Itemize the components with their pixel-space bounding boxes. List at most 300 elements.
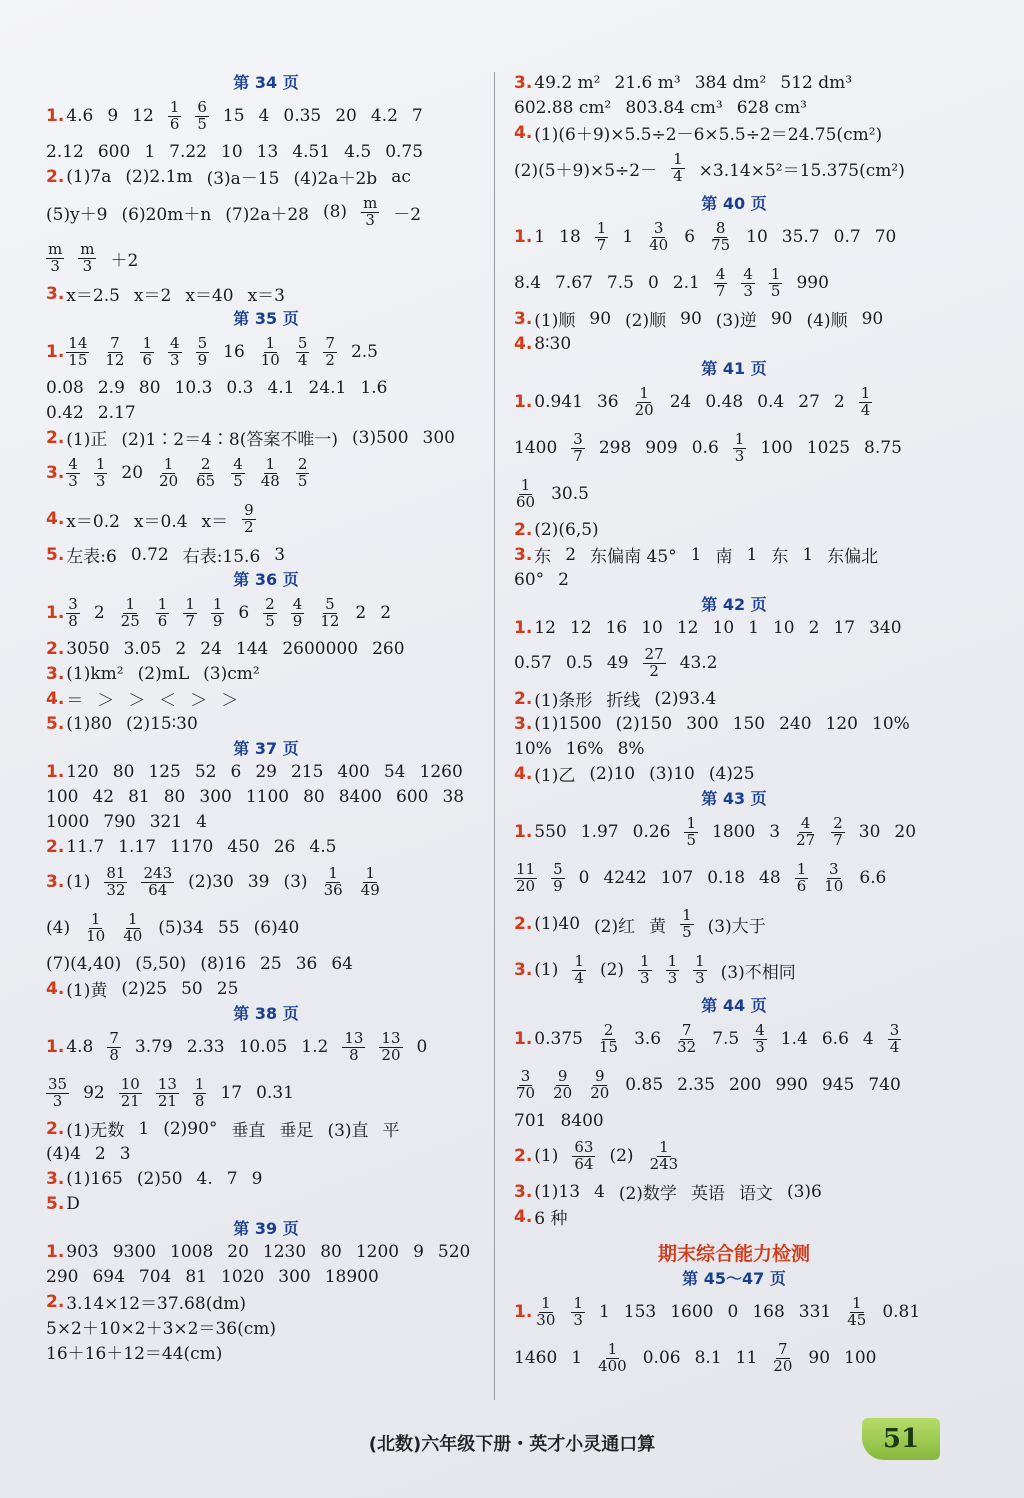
numerator: 4 bbox=[715, 264, 726, 283]
answer-value: 0 bbox=[416, 1037, 428, 1057]
answer-value: (2)93.4 bbox=[654, 688, 717, 709]
answer-line bbox=[514, 567, 954, 592]
answer-line bbox=[514, 70, 954, 95]
answer-value: 1 bbox=[534, 227, 546, 247]
answer-line bbox=[46, 759, 486, 784]
answer-value: 1 bbox=[598, 1302, 610, 1322]
answer-value: 黄 bbox=[649, 916, 667, 937]
denominator: 7 bbox=[596, 235, 607, 254]
numerator: 81 bbox=[106, 863, 126, 882]
answer-value: 25 bbox=[216, 978, 239, 999]
answer-line bbox=[514, 761, 954, 786]
question-number: 1. bbox=[514, 392, 533, 412]
answer-value: 4.1 bbox=[267, 377, 295, 398]
question-number: 2. bbox=[46, 1118, 65, 1139]
answer-value: 80 bbox=[112, 761, 135, 782]
denominator: 12 bbox=[105, 350, 125, 369]
answer-line bbox=[46, 1264, 486, 1289]
denominator: 15 bbox=[68, 350, 88, 369]
answer-line bbox=[46, 809, 486, 834]
answer-value: 70 bbox=[874, 227, 897, 247]
numerator: 1 bbox=[639, 383, 649, 402]
answer-line bbox=[514, 306, 954, 331]
answer-value: (8) bbox=[322, 202, 348, 222]
question-number: 2. bbox=[46, 836, 65, 857]
answer-value: 48 bbox=[759, 868, 781, 888]
answer-value: 80 bbox=[163, 786, 186, 807]
fraction bbox=[296, 333, 310, 369]
answer-value: 120 bbox=[66, 761, 99, 782]
numerator: 243 bbox=[143, 863, 173, 882]
answer-value: (1)条形 bbox=[534, 691, 593, 711]
page-heading: 第 34 页 bbox=[233, 73, 299, 92]
answer-value: －2 bbox=[393, 204, 422, 225]
fraction bbox=[121, 909, 144, 945]
answer-value: (1) bbox=[534, 1146, 559, 1166]
left-column bbox=[46, 70, 486, 1364]
answer-value: 300 bbox=[422, 427, 455, 448]
denominator: 3 bbox=[365, 210, 375, 229]
numerator: 4 bbox=[68, 454, 78, 473]
denominator: 2 bbox=[244, 517, 254, 536]
answer-value: 107 bbox=[660, 868, 694, 888]
answer-value: 909 bbox=[645, 438, 678, 458]
fraction bbox=[859, 383, 873, 419]
answer-line bbox=[46, 834, 486, 859]
answer-line bbox=[514, 686, 954, 711]
numerator: 3 bbox=[68, 594, 78, 613]
numerator: 9 bbox=[244, 500, 254, 519]
answer-line bbox=[46, 542, 486, 567]
answer-value: 8.1 bbox=[694, 1348, 722, 1368]
denominator: 3 bbox=[50, 256, 60, 275]
fraction bbox=[291, 594, 305, 630]
answer-value: 790 bbox=[103, 811, 136, 832]
answer-value: 2 bbox=[558, 569, 569, 590]
answer-value: 100 bbox=[844, 1348, 877, 1368]
answer-value: (3)逆 bbox=[715, 311, 757, 331]
answer-line bbox=[46, 189, 486, 235]
numerator: m bbox=[363, 193, 378, 212]
answer-value: 2 bbox=[175, 638, 187, 659]
answer-value: 2 bbox=[833, 392, 845, 412]
numerator: 2 bbox=[265, 594, 275, 613]
answer-value: (2)15∶30 bbox=[126, 713, 198, 734]
fraction bbox=[693, 951, 707, 987]
denominator: 9 bbox=[553, 876, 563, 895]
answer-value: (2)90° bbox=[163, 1118, 218, 1139]
denominator: 6 bbox=[796, 876, 807, 895]
answer-line bbox=[46, 711, 486, 736]
denominator: 40 bbox=[649, 235, 669, 254]
answer-value: 200 bbox=[729, 1075, 762, 1095]
denominator: 12 bbox=[320, 611, 340, 630]
answer-value: 10.3 bbox=[174, 377, 213, 398]
fraction bbox=[551, 859, 565, 895]
answer-value: (3)10 bbox=[649, 763, 695, 784]
denominator: 64 bbox=[148, 880, 168, 899]
answer-value: 8.75 bbox=[864, 438, 902, 458]
answer-value: (2)50 bbox=[136, 1168, 183, 1189]
numerator: 3 bbox=[889, 1020, 900, 1039]
question-number: 1. bbox=[46, 1037, 65, 1057]
answer-line bbox=[514, 1062, 954, 1108]
answer-value: 10% bbox=[514, 738, 552, 759]
answer-value: 1 bbox=[571, 1348, 583, 1368]
fraction bbox=[84, 909, 107, 945]
answer-value: 36 bbox=[596, 392, 619, 412]
answer-value: 0.57 bbox=[514, 653, 552, 673]
fraction bbox=[242, 500, 256, 536]
denominator: 5 bbox=[233, 471, 243, 490]
answer-value: 12 bbox=[132, 106, 154, 126]
page-heading: 第 39 页 bbox=[233, 1219, 299, 1238]
numerator: 1 bbox=[142, 333, 153, 352]
answer-value: 298 bbox=[598, 438, 632, 458]
denominator: 9 bbox=[212, 611, 223, 630]
fraction bbox=[638, 951, 652, 987]
denominator: 7 bbox=[185, 611, 195, 630]
answer-value: 0.48 bbox=[705, 392, 744, 412]
numerator: 7 bbox=[325, 333, 335, 352]
fraction bbox=[571, 1293, 585, 1329]
answer-value: (2) bbox=[609, 1146, 634, 1166]
denominator: 36 bbox=[323, 880, 343, 899]
answer-value: 50 bbox=[181, 978, 203, 999]
answer-value: 55 bbox=[218, 918, 240, 938]
answer-value: (4)4 bbox=[46, 1143, 81, 1164]
numerator: m bbox=[80, 239, 95, 258]
denominator: 64 bbox=[574, 1154, 594, 1173]
denominator: 5 bbox=[682, 922, 692, 941]
answer-value: 400 bbox=[337, 761, 370, 782]
answer-value: 0.85 bbox=[625, 1075, 664, 1095]
denominator: 20 bbox=[634, 400, 654, 419]
numerator: 1 bbox=[194, 1074, 205, 1093]
denominator: 400 bbox=[598, 1356, 627, 1375]
answer-value: 折线 bbox=[606, 691, 641, 711]
answer-value: 1170 bbox=[170, 836, 214, 857]
fraction bbox=[571, 429, 585, 465]
fraction bbox=[342, 1028, 365, 1064]
numerator: 1 bbox=[860, 383, 871, 402]
answer-value: 12 bbox=[534, 617, 556, 638]
fraction bbox=[322, 863, 345, 899]
answer-line bbox=[514, 471, 954, 517]
answer-value: 左表:6 bbox=[66, 547, 117, 567]
answer-value: 26 bbox=[273, 836, 296, 857]
answer-value: 550 bbox=[534, 822, 567, 842]
answer-value: x＝40 bbox=[185, 286, 234, 306]
answer-value: 9 bbox=[251, 1168, 263, 1189]
answer-line bbox=[46, 164, 486, 189]
numerator: 13 bbox=[344, 1028, 364, 1047]
answer-value: 0.3 bbox=[226, 377, 254, 398]
answer-line bbox=[514, 809, 954, 855]
answer-value: 600 bbox=[396, 786, 429, 807]
answer-value: 8.4 bbox=[514, 273, 542, 293]
answer-value: 1.97 bbox=[580, 822, 619, 842]
question-number: 3. bbox=[46, 283, 65, 304]
question-number: 3. bbox=[514, 960, 533, 980]
fraction bbox=[141, 863, 174, 899]
fraction bbox=[183, 594, 197, 630]
fraction bbox=[514, 475, 537, 511]
denominator: 3 bbox=[82, 256, 93, 275]
answer-value: 0.08 bbox=[46, 377, 84, 398]
answer-value: 2.5 bbox=[350, 342, 378, 362]
fraction bbox=[822, 859, 845, 895]
denominator: 4 bbox=[860, 400, 871, 419]
answer-value: 740 bbox=[868, 1075, 901, 1095]
denominator: 32 bbox=[677, 1037, 697, 1056]
answer-value: 2.12 bbox=[46, 141, 84, 162]
denominator: 20 bbox=[773, 1356, 793, 1375]
answer-value: 0.81 bbox=[882, 1302, 921, 1322]
answer-value: 24.1 bbox=[308, 377, 347, 398]
answer-value: ×3.14×5²＝15.375(cm²) bbox=[698, 160, 905, 181]
answer-value: 81 bbox=[128, 786, 150, 807]
denominator: 5 bbox=[297, 471, 308, 490]
answer-value: 3 bbox=[274, 544, 286, 565]
numerator: 7 bbox=[109, 1028, 119, 1047]
page-heading: 第 43 页 bbox=[701, 789, 767, 808]
answer-value: (1) bbox=[534, 960, 559, 980]
denominator: 6 bbox=[157, 611, 168, 630]
answer-value: 701 bbox=[514, 1110, 547, 1131]
numerator: 1 bbox=[265, 333, 276, 352]
answer-value: 10% bbox=[872, 713, 910, 734]
numerator: 8 bbox=[715, 218, 726, 237]
answer-value: ＋2 bbox=[110, 250, 139, 271]
answer-value: (1)13 bbox=[534, 1181, 581, 1202]
denominator: 48 bbox=[260, 471, 280, 490]
question-number: 5. bbox=[46, 713, 65, 734]
numerator: 2 bbox=[833, 813, 843, 832]
answer-value: 240 bbox=[779, 713, 812, 734]
answer-value: 903 bbox=[66, 1241, 99, 1262]
answer-value: 7 bbox=[226, 1168, 238, 1189]
answer-line bbox=[46, 1116, 486, 1141]
numerator: 1 bbox=[695, 951, 705, 970]
answer-value: 704 bbox=[138, 1266, 172, 1287]
answer-value: 16 bbox=[605, 617, 628, 638]
answer-line bbox=[46, 281, 486, 306]
answer-value: (1)80 bbox=[66, 713, 113, 734]
answer-value: 7 bbox=[411, 106, 423, 126]
answer-line bbox=[46, 1239, 486, 1264]
answer-line bbox=[46, 636, 486, 661]
denominator: 60 bbox=[516, 492, 536, 511]
answer-value: 1 bbox=[144, 141, 156, 162]
denominator: 3 bbox=[95, 471, 106, 490]
answer-line bbox=[46, 590, 486, 636]
answer-value: 10 bbox=[221, 141, 243, 162]
answer-value: 340 bbox=[869, 617, 902, 638]
answer-value: 64 bbox=[331, 953, 353, 974]
page-heading: 第 35 页 bbox=[233, 309, 299, 328]
section-heading: 期末综合能力检测 bbox=[657, 1243, 810, 1265]
answer-value: 垂足 bbox=[279, 1121, 314, 1141]
numerator: 4 bbox=[743, 264, 753, 283]
answer-value: 80 bbox=[303, 786, 325, 807]
numerator: 3 bbox=[573, 429, 583, 448]
answer-line bbox=[46, 425, 486, 450]
answer-value: 4 bbox=[594, 1181, 605, 1202]
fraction bbox=[595, 218, 609, 254]
answer-value: 10 bbox=[746, 227, 768, 247]
answer-value: (1) bbox=[66, 872, 91, 892]
answer-value: 6 种 bbox=[534, 1209, 568, 1229]
numerator: 4 bbox=[292, 594, 303, 613]
answer-value: 16＋16＋12＝44(cm) bbox=[46, 1344, 223, 1364]
answer-line bbox=[514, 711, 954, 736]
answer-line bbox=[46, 976, 486, 1001]
fraction bbox=[648, 1137, 681, 1173]
page-heading: 第 37 页 bbox=[233, 739, 299, 758]
answer-value: 4.6 bbox=[66, 106, 94, 126]
answer-line bbox=[514, 145, 954, 191]
denominator: 10 bbox=[86, 926, 106, 945]
numerator: 3 bbox=[829, 859, 839, 878]
answer-value: 6.6 bbox=[859, 868, 887, 888]
answer-value: 2 bbox=[565, 544, 577, 565]
denominator: 8 bbox=[349, 1045, 359, 1064]
denominator: 45 bbox=[847, 1310, 867, 1329]
fraction bbox=[845, 1293, 868, 1329]
denominator: 3 bbox=[755, 1037, 765, 1056]
denominator: 3 bbox=[68, 471, 78, 490]
answer-value: 945 bbox=[821, 1075, 855, 1095]
fraction bbox=[675, 1020, 698, 1056]
denominator: 4 bbox=[889, 1037, 900, 1056]
answer-line bbox=[514, 260, 954, 306]
answer-value: 450 bbox=[227, 836, 260, 857]
answer-value: 81 bbox=[185, 1266, 207, 1287]
answer-value: (4)25 bbox=[708, 763, 755, 784]
answer-line bbox=[46, 859, 486, 905]
denominator: 2 bbox=[325, 350, 335, 369]
fraction bbox=[596, 1339, 629, 1375]
answer-value: 694 bbox=[92, 1266, 125, 1287]
answer-value: 11.7 bbox=[66, 836, 105, 857]
answer-value: 0.5 bbox=[565, 653, 593, 673]
answer-value: x＝2.5 bbox=[66, 286, 120, 306]
fraction bbox=[323, 333, 337, 369]
answer-value: 1 bbox=[802, 544, 814, 565]
answer-value: 1200 bbox=[355, 1241, 400, 1262]
answer-value: (1)乙 bbox=[534, 766, 576, 786]
numerator: 4 bbox=[755, 1020, 765, 1039]
denominator: 15 bbox=[598, 1037, 619, 1056]
fraction bbox=[157, 454, 180, 490]
answer-value: 0 bbox=[727, 1302, 739, 1322]
answer-value: (2)红 bbox=[594, 916, 636, 937]
answer-line bbox=[514, 855, 954, 901]
answer-value: 36 bbox=[295, 953, 318, 974]
answer-value: (1)165 bbox=[66, 1168, 123, 1189]
denominator: 3 bbox=[573, 1310, 583, 1329]
answer-line bbox=[46, 661, 486, 686]
numerator: 27 bbox=[644, 644, 664, 663]
fraction bbox=[168, 97, 182, 133]
fraction bbox=[259, 333, 282, 369]
answer-value: 21.6 m³ bbox=[614, 72, 681, 93]
answer-value: 300 bbox=[686, 713, 719, 734]
answer-value: 2.35 bbox=[677, 1075, 715, 1095]
numerator: 6 bbox=[197, 97, 207, 116]
fraction bbox=[666, 951, 680, 987]
answer-value: (4)2a＋2b bbox=[293, 169, 378, 189]
question-number: 1. bbox=[46, 603, 65, 623]
answer-value: (2)25 bbox=[121, 978, 168, 999]
fraction bbox=[263, 594, 277, 630]
answer-value: x＝0.4 bbox=[133, 511, 188, 532]
numerator: 5 bbox=[297, 333, 308, 352]
answer-value: 90 bbox=[808, 1348, 831, 1368]
answer-line bbox=[46, 235, 486, 281]
denominator: 4 bbox=[574, 968, 584, 987]
denominator: 5 bbox=[686, 830, 697, 849]
answer-value: 2 bbox=[355, 603, 367, 623]
answer-value: (2)数学 bbox=[618, 1184, 677, 1204]
answer-value: x＝ bbox=[201, 511, 229, 532]
page-heading: 第 36 页 bbox=[233, 570, 299, 589]
answer-value: 语文 bbox=[738, 1184, 773, 1204]
answer-value: 1100 bbox=[245, 786, 290, 807]
question-number: 5. bbox=[46, 1193, 65, 1214]
answer-line bbox=[46, 686, 486, 711]
answer-value: ＜ bbox=[159, 691, 177, 711]
answer-value: (2)1∶2＝4∶8(答案不唯一) bbox=[121, 430, 338, 450]
answer-value: (6)40 bbox=[253, 918, 300, 938]
answer-value: x＝3 bbox=[247, 286, 285, 306]
answer-line bbox=[514, 640, 954, 686]
numerator: 1 bbox=[851, 1293, 862, 1312]
answer-value: 南 bbox=[715, 547, 733, 567]
answer-value: (2)顺 bbox=[625, 311, 667, 331]
answer-line bbox=[46, 951, 486, 976]
answer-line bbox=[46, 375, 486, 400]
page-heading: 第 38 页 bbox=[233, 1004, 299, 1023]
answer-value: 25 bbox=[260, 953, 282, 974]
answer-value: 3 bbox=[769, 822, 781, 842]
denominator: 27 bbox=[796, 830, 816, 849]
answer-value: 0.31 bbox=[256, 1083, 294, 1103]
fraction bbox=[168, 333, 182, 369]
numerator: 4 bbox=[233, 454, 243, 473]
answer-value: 80 bbox=[320, 1241, 342, 1262]
answer-value: 2.33 bbox=[186, 1037, 225, 1057]
denominator: 20 bbox=[516, 876, 536, 895]
answer-value: 90 bbox=[770, 308, 793, 329]
answer-value: 384 dm² bbox=[694, 72, 767, 93]
fraction bbox=[66, 333, 89, 369]
denominator: 3 bbox=[170, 350, 180, 369]
answer-value: (5)34 bbox=[158, 918, 204, 938]
denominator: 65 bbox=[196, 471, 216, 490]
answer-value: 16% bbox=[565, 738, 604, 759]
answer-value: 0.7 bbox=[833, 227, 861, 247]
numerator: 13 bbox=[381, 1028, 401, 1047]
answer-value: 1.4 bbox=[780, 1029, 808, 1049]
answer-value: (1)40 bbox=[534, 914, 581, 934]
fraction bbox=[647, 218, 670, 254]
question-number: 2. bbox=[514, 914, 533, 934]
answer-line bbox=[514, 1335, 954, 1381]
numerator: 4 bbox=[800, 813, 811, 832]
fraction bbox=[572, 1137, 595, 1173]
